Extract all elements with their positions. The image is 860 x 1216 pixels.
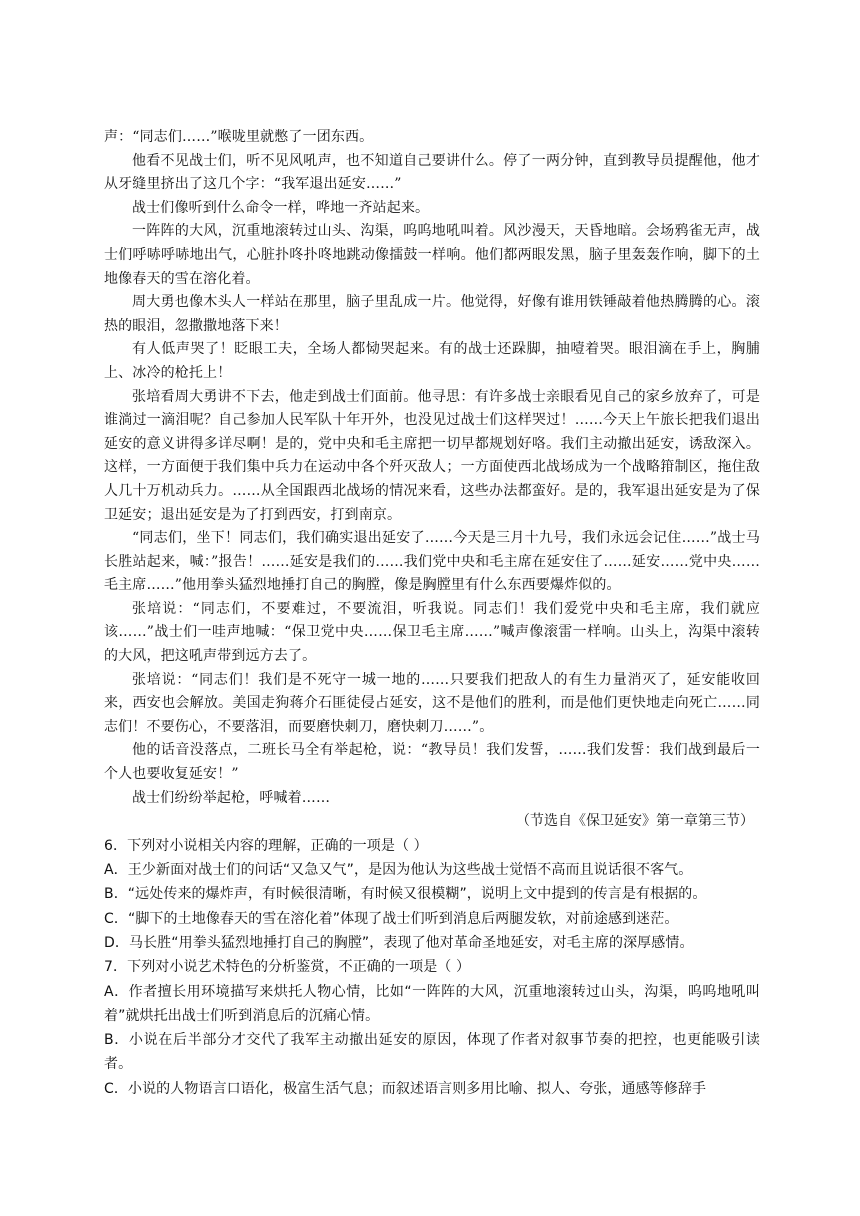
- answer-option: B．小说在后半部分才交代了我军主动撤出延安的原因，体现了作者对叙事节奏的把控，也更能吸引读者。: [104, 1032, 760, 1073]
- passage-paragraph: 他看不见战士们，听不见风吼声，也不知道自己要讲什么。停了一两分钟，直到教导员提醒他，他才从牙缝里挤出了这几个字：“我军退出延安……”: [104, 152, 760, 193]
- passage-paragraph: 张培说：“同志们，不要难过，不要流泪，听我说。同志们！我们爱党中央和毛主席，我们就应该……”战士们一哇声地喊：“保卫党中央……保卫毛主席……”喊声像滚雷一样响。山头上，沟渠中滚转的大风，把这吼声带到远方去了。: [104, 600, 760, 665]
- question-stem: 6．下列对小说相关内容的理解，正确的一项是（ ）: [104, 837, 428, 854]
- answer-option: D．马长胜“用拳头猛烈地捶打自己的胸膛”，表现了他对革命圣地延安，对毛主席的深厚感情。: [104, 935, 694, 951]
- passage-paragraph: 周大勇也像木头人一样站在那里，脑子里乱成一片。他觉得，好像有谁用铁锤敲着他热腾腾的心。滚热的眼泪，忽撒撒地落下来！: [104, 294, 760, 334]
- passage-paragraph: 战士们纷纷举起枪，呼喊着……: [132, 789, 331, 806]
- question-stem: 7．下列对小说艺术特色的分析鉴赏，不正确的一项是（ ）: [104, 959, 471, 976]
- answer-option: B．“远处传来的爆炸声，有时候很清晰，有时候又很模糊”，说明上文中提到的传言是有根据的。: [104, 886, 707, 903]
- passage-paragraph: 张培说：“同志们！我们是不死守一城一地的……只要我们把敌人的有生力量消灭了，延安能收回来，西安也会解放。美国走狗蒋介石匪徒侵占延安，这不是他们的胜利，而是他们更快地走向死亡……同志们！不要伤心，不要落泪，而要磨快刺刀，磨快刺刀……”。: [104, 671, 760, 735]
- answer-option: A．作者擅长用环境描写来烘托人物心情，比如“一阵阵的大风，沉重地滚转过山头，沟渠，呜呜地吼叫着”就烘托出战士们听到消息后的沉痛心情。: [104, 983, 760, 1024]
- passage: [104, 126, 760, 834]
- passage-source: （节选自《保卫延安》第一章第三节）: [516, 813, 754, 830]
- passage-paragraph: “同志们，坐下！同志们，我们确实退出延安了……今天是三月十九号，我们永远会记住……”战士马长胜站起来，喊：”报告！……延安是我们的……我们党中央和毛主席在延安住了……延安……党中央……毛主席……”他用拳头猛烈地捶打自己的胸膛，像是胸膛里有什么东西要爆炸似的。: [104, 530, 760, 594]
- document-content: [104, 126, 760, 1101]
- answer-option: C．“脚下的土地像春天的雪在溶化着”体现了战士们听到消息后两腿发软，对前途感到迷茫。: [104, 910, 679, 927]
- passage-paragraph: 有人低声哭了！眨眼工夫，全场人都恸哭起来。有的战士还跺脚，抽噎着哭。眼泪滴在手上，胸脯上、冰冷的枪托上！: [104, 341, 760, 381]
- passage-paragraph: 张培看周大勇讲不下去，他走到战士们面前。他寻思：有许多战士亲眼看见自己的家乡放弃了，可是谁淌过一滴泪呢？自己参加人民军队十年开外，也没见过战士们这样哭过！……今天上午旅长把我们退出延安的意义讲得多详尽啊！是的，党中央和毛主席把一切早都规划好咯。我们主动撤出延安，诱敌深入。这样，一方面便于我们集中兵力在运动中各个歼灭敌人；一方面使西北战场成为一个战略箝制区，拖住敌人几十万机动兵力。……从全国跟西北战场的情况来看，这些办法都蛮好。是的，我军退出延安是为了保卫延安；退出延安是为了打到西安，打到南京。: [104, 388, 760, 523]
- passage-paragraph: 声：“同志们……”喉咙里就憋了一团东西。: [104, 129, 374, 145]
- answer-option: A．王少新面对战士们的问话“又急又气”，是因为他认为这些战士觉悟不高而且说话很不客气。: [104, 862, 693, 879]
- passage-paragraph: 他的话音没落点，二班长马全有举起枪，说：“教导员！我们发誓，……我们发誓：我们战到最后一个人也要收复延安！”: [104, 742, 760, 783]
- passage-paragraph: 战士们像听到什么命令一样，哗地一齐站起来。: [132, 199, 430, 216]
- passage-paragraph: 一阵阵的大风，沉重地滚转过山头、沟渠，呜呜地吼叫着。风沙漫天，天昏地暗。会场鸦雀无声，战士们呼哧呼哧地出气，心脏扑咚扑咚地跳动像擂鼓一样响。他们都两眼发黑，脑子里轰轰作响，脚下的土地像春天的雪在溶化着。: [104, 223, 760, 287]
- answer-option: C．小说的人物语言口语化，极富生活气息；而叙述语言则多用比喻、拟人、夸张，通感等修辞手: [104, 1080, 707, 1097]
- questions: [104, 834, 760, 1101]
